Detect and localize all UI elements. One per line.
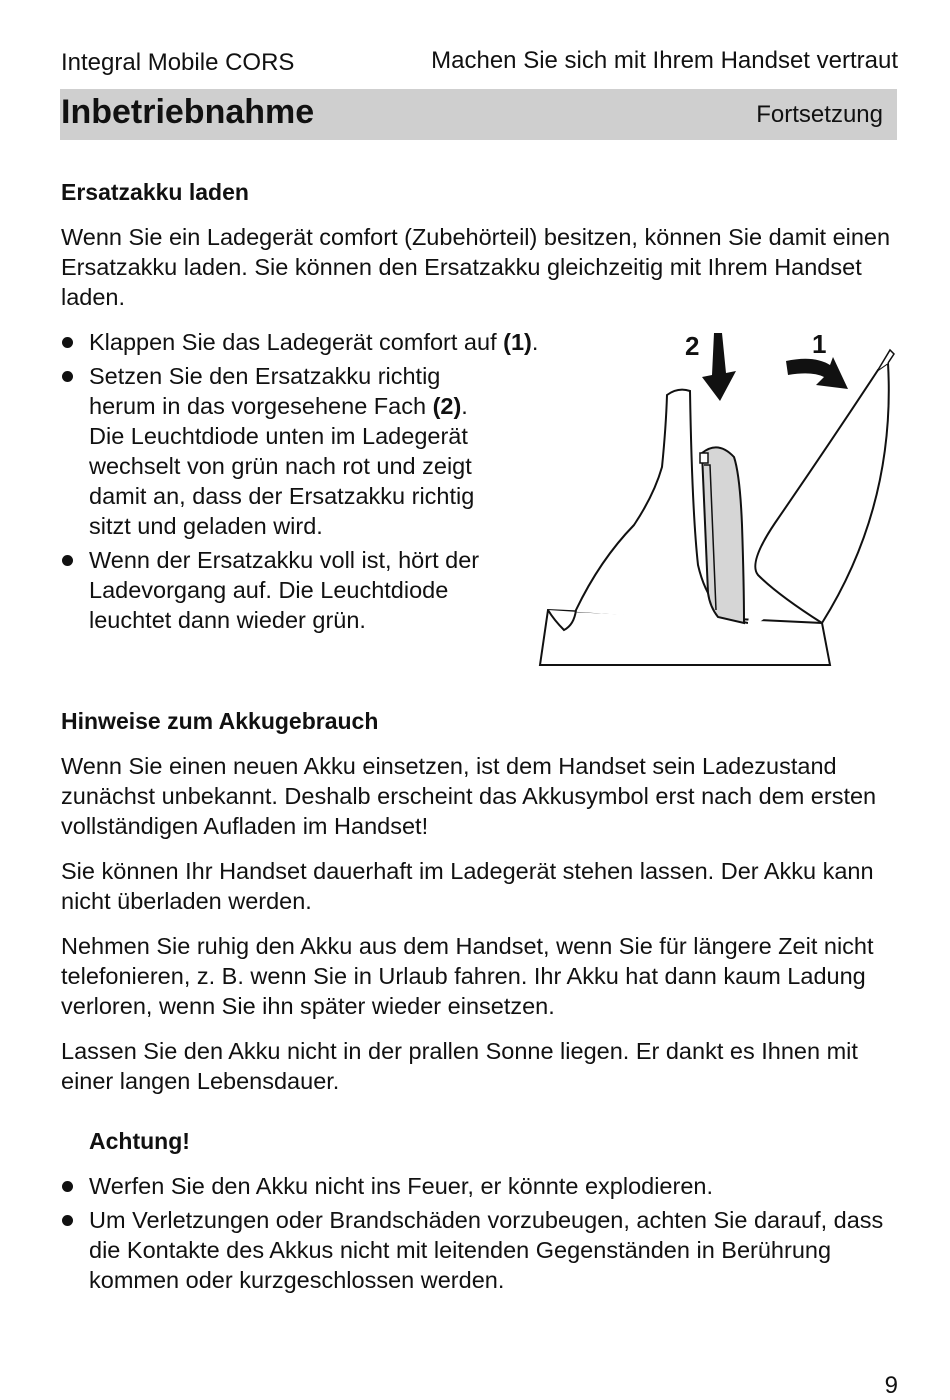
warning-text: Werfen Sie den Akku nicht ins Feuer, er könnte explodieren. [89, 1173, 713, 1199]
list-item [61, 545, 519, 635]
header-product-name: Integral Mobile CORS [61, 49, 295, 76]
hinweise-paragraph: Wenn Sie einen neuen Akku einsetzen, ist dem Handset sein Ladezustand zunächst unbekannt. Deshalb erscheint das Akkusymbol erst nach dem ersten vollständigen Aufladen im Handset! [61, 753, 877, 839]
step-ref: (2) [432, 393, 462, 419]
arrow-down-icon [702, 333, 736, 401]
step-text: Wenn der Ersatzakku voll ist, hört der Ladevorgang auf. Die Leuchtdiode leuchtet dann wieder grün. [89, 547, 480, 633]
curved-arrow-icon [786, 357, 848, 389]
charger-lid [755, 363, 888, 623]
battery-contact [700, 453, 708, 463]
spare-battery [702, 447, 744, 623]
page-number: 9 [884, 1372, 898, 1399]
step-text: Setzen Sie den Ersatzakku richtig herum in das vorgesehene Fach [89, 363, 441, 419]
hinweise-heading: Hinweise zum Akkugebrauch [61, 708, 379, 734]
section-continuation: Fortsetzung [756, 101, 883, 128]
hinweise-paragraph: Lassen Sie den Akku nicht in der prallen Sonne liegen. Er dankt es Ihnen mit einer langen Lebensdauer. [61, 1038, 858, 1094]
header-chapter-title: Machen Sie sich mit Ihrem Handset vertraut [431, 47, 898, 74]
ersatzakku-heading: Ersatzakku laden [61, 179, 249, 205]
section-title: Inbetriebnahme [61, 93, 315, 131]
step-ref: (1) [503, 329, 532, 355]
figure-label-2: 2 [685, 331, 700, 361]
list-item [61, 361, 509, 541]
list-item [61, 1171, 901, 1201]
step-text-end: . Die Leuchtdiode unten im Ladegerät wechselt von grün nach rot und zeigt damit an, dass der Ersatzakku richtig sitzt und geladen wird. [89, 393, 475, 539]
achtung-list [61, 1171, 901, 1299]
hinweise-paragraph: Nehmen Sie ruhig den Akku aus dem Handset, wenn Sie für längere Zeit nicht telefonieren, z. B. wenn Sie in Urlaub fahren. Ihr Akku hat dann kaum Ladung verloren, wenn Sie ihn später wieder einsetzen. [61, 933, 874, 1019]
bullet-icon [62, 1181, 73, 1192]
bullet-icon [62, 337, 73, 348]
figure-label-1: 1 [812, 329, 827, 359]
step-text-end: . [531, 329, 539, 355]
list-item [61, 1205, 901, 1295]
ersatzakku-steps [61, 327, 581, 639]
list-item [61, 327, 581, 357]
charger-illustration [530, 325, 910, 675]
bullet-icon [62, 555, 73, 566]
bullet-icon [62, 1215, 73, 1226]
hinweise-paragraph: Sie können Ihr Handset dauerhaft im Ladegerät stehen lassen. Der Akku kann nicht überladen werden. [61, 858, 874, 914]
bullet-icon [62, 371, 73, 382]
achtung-heading: Achtung! [89, 1128, 190, 1154]
warning-text: Um Verletzungen oder Brandschäden vorzubeugen, achten Sie darauf, dass die Kontakte des Akkus nicht mit leitenden Gegenständen in Berührung kommen oder kurzgeschlossen werden. [89, 1207, 884, 1293]
step-text: Klappen Sie das Ladegerät comfort auf [89, 329, 504, 355]
ersatzakku-intro: Wenn Sie ein Ladegerät comfort (Zubehörteil) besitzen, können Sie damit einen Ersatzakku laden. Sie können den Ersatzakku gleichzeitig mit Ihrem Handset laden. [61, 224, 891, 310]
